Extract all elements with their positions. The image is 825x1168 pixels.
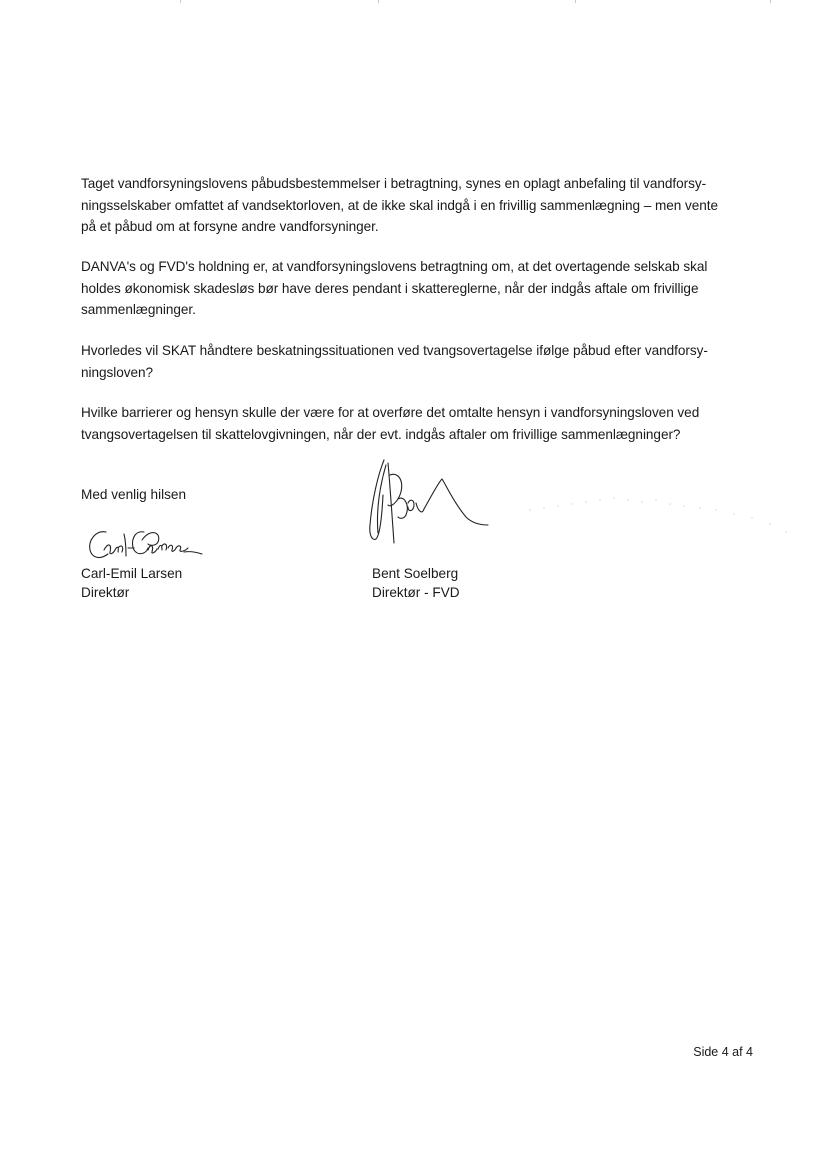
paragraph-question-barriers: [81, 402, 741, 445]
text-line: sammenlægninger.: [81, 302, 196, 317]
signatory-name: Bent Soelberg: [372, 566, 459, 581]
text-line: Hvilke barrierer og hensyn skulle der være for at overføre det omtalte hensyn i vandforsyningsloven ved: [81, 405, 700, 420]
text-line: tvangsovertagelsen til skattelovgivningen, når der evt. indgås aftaler om frivillige sammenlægninger?: [81, 426, 681, 442]
signature-bent-soelberg: [362, 455, 492, 550]
page-number: Side 4 af 4: [693, 1045, 753, 1059]
signatory-title: Direktør - FVD: [372, 585, 460, 600]
paragraph-question-skat: [81, 340, 741, 383]
text-line: ningsloven?: [81, 364, 154, 380]
paragraph-recommendation: [81, 173, 741, 238]
scan-artifact: [180, 0, 181, 3]
signatory-title: Direktør: [81, 585, 130, 600]
text-line: på et påbud om at forsyne andre vandforsyninger.: [81, 219, 379, 234]
paragraph-position: [81, 256, 741, 321]
text-line: DANVA's og FVD's holdning er, at vandforsyningslovens betragtning om, at det overtagende selskab skal: [81, 259, 708, 274]
text-line: holdes økonomisk skadesløs bør have deres pendant i skattereglerne, når der indgås aftale om frivillige: [81, 280, 699, 296]
scan-artifact: [575, 0, 576, 3]
signatory-block-2: [372, 564, 460, 602]
signatory-name: Carl-Emil Larsen: [81, 566, 183, 581]
text-line: Taget vandforsyningslovens påbudsbestemmelser i betragtning, synes en oplagt anbefaling til vandforsy-: [81, 176, 707, 191]
scan-artifact: [770, 0, 771, 3]
closing-salutation: Med venlig hilsen: [81, 487, 187, 502]
scan-artifact: [378, 0, 379, 3]
signatory-block-1: [81, 564, 182, 602]
text-line: ningsselskaber omfattet af vandsektorloven, at de ikke skal indgå i en frivillig sammenlægning – men vente: [81, 197, 718, 213]
faint-scan-marks: [520, 488, 800, 548]
signature-carl-emil-larsen: [84, 524, 204, 568]
text-line: Hvorledes vil SKAT håndtere beskatningssituationen ved tvangsovertagelse ifølge påbud efter vandforsy-: [81, 343, 708, 358]
